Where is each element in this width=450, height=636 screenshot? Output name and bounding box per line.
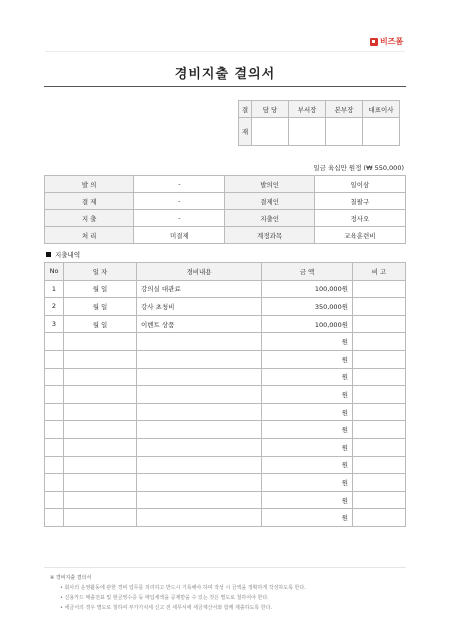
table-row	[45, 298, 406, 316]
logo-icon	[370, 38, 378, 46]
item-note-cell[interactable]	[353, 491, 406, 509]
item-date-cell[interactable]	[64, 474, 137, 492]
item-desc-cell[interactable]	[137, 509, 262, 527]
item-date-cell[interactable]	[64, 386, 137, 404]
item-amount-cell[interactable]: 100,000원	[262, 315, 353, 333]
info-value[interactable]: -	[134, 176, 225, 193]
item-note-cell[interactable]	[353, 315, 406, 333]
expense-items-table	[44, 262, 406, 527]
item-no-cell[interactable]: 2	[45, 298, 64, 316]
column-header: 경비내용	[137, 263, 262, 281]
signature-box[interactable]	[289, 118, 326, 146]
item-date-cell[interactable]	[64, 491, 137, 509]
info-label: 계정과목	[225, 227, 314, 244]
item-note-cell[interactable]	[353, 509, 406, 527]
item-date-cell[interactable]	[64, 403, 137, 421]
table-row	[45, 491, 406, 509]
table-row	[45, 403, 406, 421]
table-row	[45, 350, 406, 368]
approval-table	[238, 100, 400, 146]
item-desc-cell[interactable]: 이벤트 상품	[137, 315, 262, 333]
section-heading	[46, 250, 80, 259]
table-row	[45, 509, 406, 527]
approval-head: 대표이사	[363, 101, 400, 118]
item-amount-cell[interactable]: 원	[262, 421, 353, 439]
approval-head: 담 당	[252, 101, 289, 118]
item-date-cell[interactable]	[64, 333, 137, 351]
notes-block	[50, 573, 306, 613]
item-note-cell[interactable]	[353, 368, 406, 386]
table-row	[45, 474, 406, 492]
item-no-cell[interactable]	[45, 474, 64, 492]
item-amount-cell[interactable]: 350,000원	[262, 298, 353, 316]
item-desc-cell[interactable]: 강의실 대관료	[137, 280, 262, 298]
logo-text: 비즈폼	[380, 37, 404, 46]
item-note-cell[interactable]	[353, 438, 406, 456]
item-date-cell[interactable]	[64, 438, 137, 456]
notes-title: ※ 경비지출 결의서	[50, 575, 92, 581]
item-note-cell[interactable]	[353, 456, 406, 474]
table-row	[45, 368, 406, 386]
item-no-cell[interactable]	[45, 438, 64, 456]
table-row	[45, 333, 406, 351]
table-row	[45, 315, 406, 333]
info-value[interactable]: 칠팔구	[314, 193, 405, 210]
top-divider	[45, 51, 405, 52]
column-header: No	[45, 263, 64, 281]
column-header: 비 고	[353, 263, 406, 281]
item-amount-cell[interactable]: 원	[262, 438, 353, 456]
item-no-cell[interactable]: 3	[45, 315, 64, 333]
item-amount-cell[interactable]: 원	[262, 386, 353, 404]
signature-box[interactable]	[252, 118, 289, 146]
item-note-cell[interactable]	[353, 280, 406, 298]
info-value[interactable]: -	[134, 193, 225, 210]
square-bullet-icon	[46, 252, 51, 257]
column-header: 일 자	[64, 263, 137, 281]
item-no-cell[interactable]	[45, 350, 64, 368]
table-row	[45, 386, 406, 404]
item-date-cell[interactable]: 월 일	[64, 315, 137, 333]
table-row	[45, 438, 406, 456]
item-note-cell[interactable]	[353, 350, 406, 368]
item-note-cell[interactable]	[353, 298, 406, 316]
item-desc-cell[interactable]	[137, 368, 262, 386]
item-no-cell[interactable]	[45, 403, 64, 421]
item-no-cell[interactable]: 1	[45, 280, 64, 298]
signature-box[interactable]	[363, 118, 400, 146]
item-desc-cell[interactable]	[137, 350, 262, 368]
item-no-cell[interactable]	[45, 368, 64, 386]
info-value[interactable]: 일이삼	[314, 176, 405, 193]
info-value[interactable]: 교육훈련비	[314, 227, 405, 244]
total-amount-text: 일금 육십만 원정 (₩ 550,000)	[313, 164, 404, 172]
item-note-cell[interactable]	[353, 403, 406, 421]
item-amount-cell[interactable]: 원	[262, 456, 353, 474]
title-divider	[44, 86, 406, 87]
note-line: • 회사의 운영활동에 관한 경비 업무를 처리하고 반드시 기록해야 하며 작성 시 금액을 정확하게 작성하도록 한다.	[60, 585, 306, 591]
item-amount-cell[interactable]: 원	[262, 491, 353, 509]
brand-logo	[370, 36, 403, 47]
item-desc-cell[interactable]	[137, 456, 262, 474]
info-label: 지 출	[45, 210, 134, 227]
item-amount-cell[interactable]: 원	[262, 403, 353, 421]
item-amount-cell[interactable]: 원	[262, 474, 353, 492]
approval-side-bottom: 재	[239, 118, 252, 146]
item-date-cell[interactable]: 월 일	[64, 280, 137, 298]
item-date-cell[interactable]	[64, 509, 137, 527]
document-title: 경비지출 결의서	[174, 67, 276, 82]
item-note-cell[interactable]	[353, 386, 406, 404]
section-label: 지출내역	[55, 251, 81, 259]
column-header: 금 액	[262, 263, 353, 281]
item-note-cell[interactable]	[353, 421, 406, 439]
item-no-cell[interactable]	[45, 386, 64, 404]
item-desc-cell[interactable]	[137, 403, 262, 421]
item-date-cell[interactable]	[64, 350, 137, 368]
item-desc-cell[interactable]	[137, 491, 262, 509]
approval-head: 본부장	[326, 101, 363, 118]
approval-head: 부서장	[289, 101, 326, 118]
item-no-cell[interactable]	[45, 509, 64, 527]
note-line: • 신용카드 매출전표 및 현금영수증 등 매입세액을 공제받을 수 있는 것은 별도로 철하여야 한다.	[60, 595, 269, 601]
table-row	[45, 456, 406, 474]
item-note-cell[interactable]	[353, 333, 406, 351]
info-value[interactable]: 미결제	[134, 227, 225, 244]
item-no-cell[interactable]	[45, 491, 64, 509]
item-desc-cell[interactable]: 강사 초청비	[137, 298, 262, 316]
item-amount-cell[interactable]: 원	[262, 333, 353, 351]
item-desc-cell[interactable]	[137, 474, 262, 492]
info-label: 처 리	[45, 227, 134, 244]
note-line: • 세금서의 경우 별도로 철하여 부가가치세 신고 전 세무서에 세금계산서와 함께 제출하도록 한다.	[60, 605, 272, 611]
item-no-cell[interactable]	[45, 456, 64, 474]
item-no-cell[interactable]	[45, 421, 64, 439]
item-desc-cell[interactable]	[137, 333, 262, 351]
item-note-cell[interactable]	[353, 474, 406, 492]
item-amount-cell[interactable]: 원	[262, 350, 353, 368]
approval-side-top: 결	[239, 101, 252, 118]
item-date-cell[interactable]: 월 일	[64, 298, 137, 316]
info-table	[44, 175, 406, 244]
info-label: 결 제	[45, 193, 134, 210]
info-label: 결제인	[225, 193, 314, 210]
item-amount-cell[interactable]: 100,000원	[262, 280, 353, 298]
footer-divider	[44, 567, 406, 568]
item-no-cell[interactable]	[45, 333, 64, 351]
item-date-cell[interactable]	[64, 421, 137, 439]
item-amount-cell[interactable]: 원	[262, 368, 353, 386]
item-amount-cell[interactable]: 원	[262, 509, 353, 527]
table-header-row	[45, 263, 406, 281]
item-desc-cell[interactable]	[137, 421, 262, 439]
info-label: 지출인	[225, 210, 314, 227]
item-date-cell[interactable]	[64, 456, 137, 474]
info-label: 발의인	[225, 176, 314, 193]
item-desc-cell[interactable]	[137, 438, 262, 456]
signature-box[interactable]	[326, 118, 363, 146]
table-row	[45, 421, 406, 439]
info-value[interactable]: 정사오	[314, 210, 405, 227]
item-date-cell[interactable]	[64, 368, 137, 386]
info-label: 발 의	[45, 176, 134, 193]
info-value[interactable]: -	[134, 210, 225, 227]
item-desc-cell[interactable]	[137, 386, 262, 404]
table-row	[45, 280, 406, 298]
